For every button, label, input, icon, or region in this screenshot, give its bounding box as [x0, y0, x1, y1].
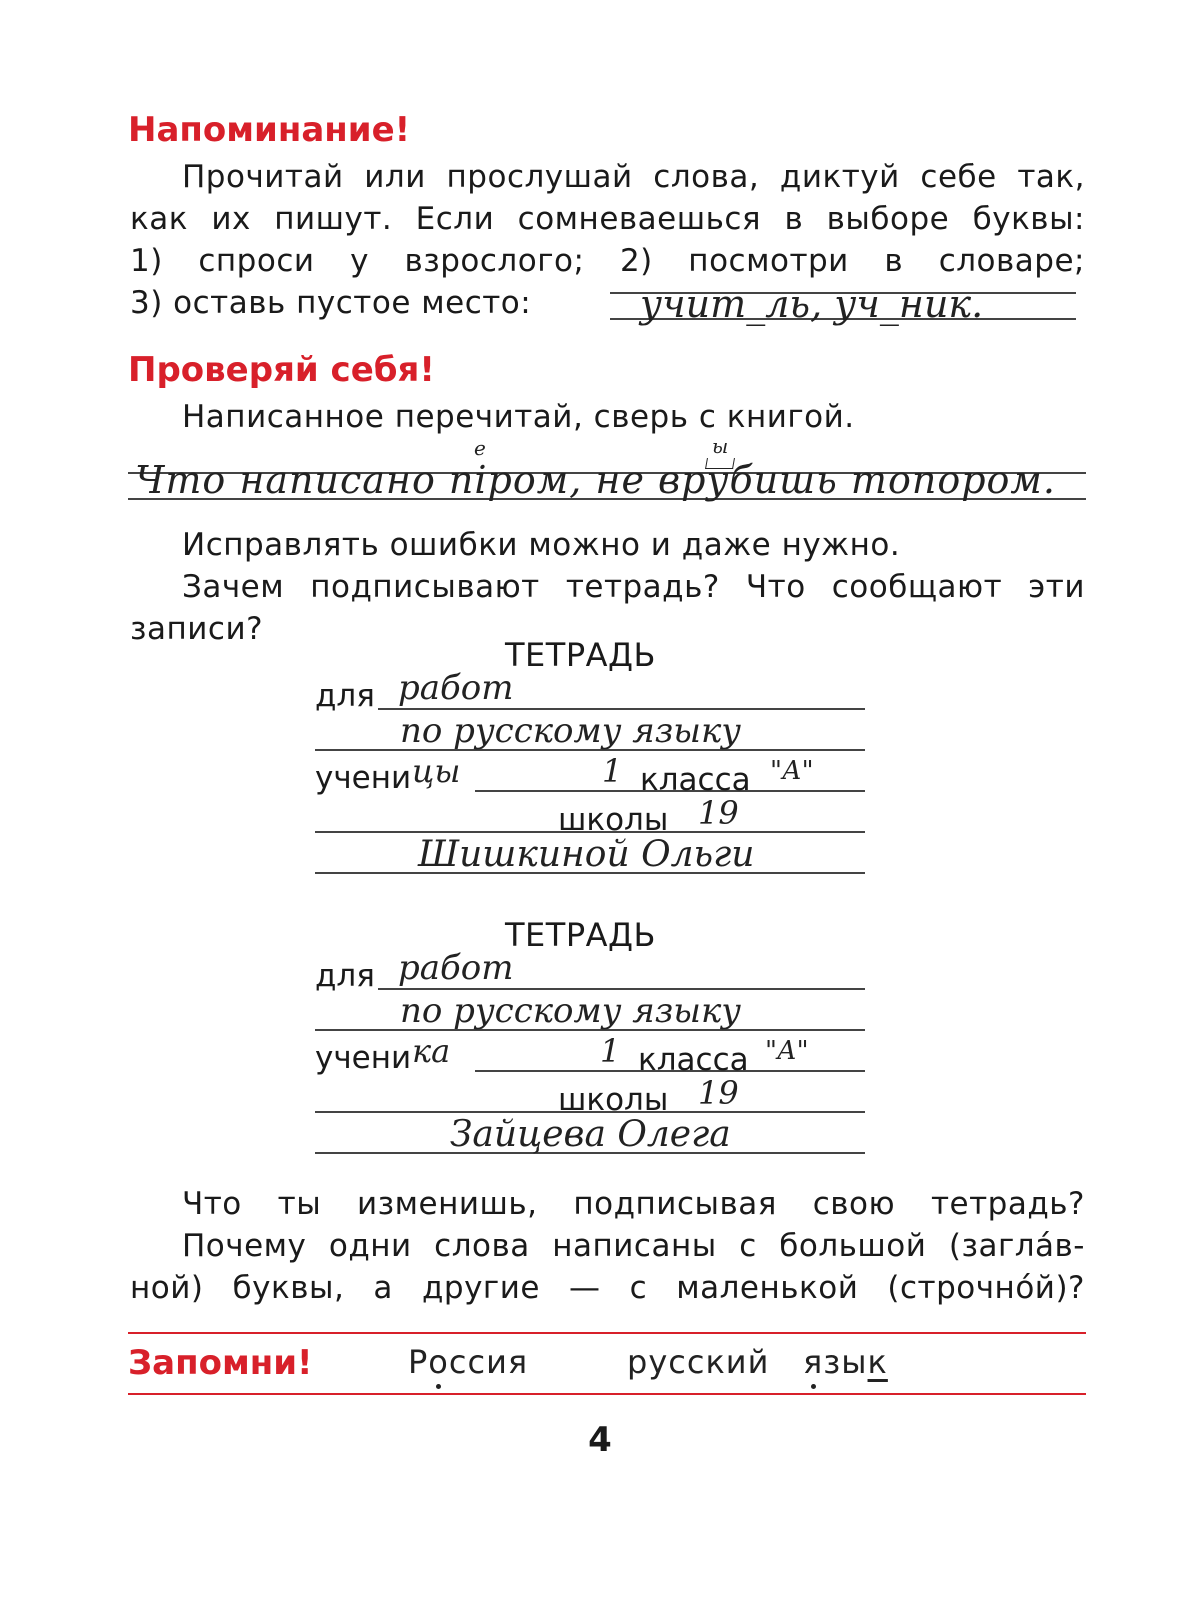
- school-label: школы: [558, 802, 669, 838]
- remember-top-rule: [128, 1332, 1086, 1334]
- for-value: работ: [398, 668, 514, 708]
- school-label: школы: [558, 1082, 669, 1118]
- closing-line-1: Что ты изменишь, подписывая свою тетрадь?: [182, 1186, 1085, 1222]
- subject-value: по русскому языку: [400, 991, 742, 1031]
- word-part: Р: [408, 1343, 429, 1381]
- selfcheck-paragraph: [130, 524, 1085, 650]
- grade-value: 1: [600, 1032, 621, 1070]
- class-label: класса: [640, 762, 751, 798]
- pupil-name: Шишкиной Ольги: [418, 834, 755, 875]
- for-label: для: [315, 678, 375, 714]
- word-part: ру: [627, 1343, 669, 1381]
- school-value: 19: [698, 794, 739, 832]
- correction-letter-y: ы: [712, 434, 729, 458]
- reminder-line-1: Прочитай или прослушай слова, диктуй себе так,: [182, 159, 1085, 195]
- remember-bottom-rule: [128, 1393, 1086, 1395]
- word-part-underlined: к: [867, 1343, 888, 1381]
- notebook-title: ТЕТРАДЬ: [505, 916, 656, 954]
- word-part: кий: [705, 1343, 770, 1381]
- class-label: класса: [638, 1042, 749, 1078]
- selfcheck-instruction: [130, 396, 1085, 438]
- page-number: 4: [588, 1420, 612, 1460]
- word-part-marked: я: [803, 1343, 824, 1381]
- pupil-label: учени: [315, 760, 412, 796]
- class-letter: "А": [770, 756, 814, 786]
- pupil-ending: цы: [412, 752, 461, 790]
- grade-value: 1: [602, 752, 623, 790]
- closing-line-2: Почему одни слова написаны с большой (заглáв-: [182, 1228, 1085, 1264]
- writing-line: [378, 708, 865, 710]
- word-part: зы: [823, 1343, 868, 1381]
- word-part: ия: [486, 1343, 529, 1381]
- school-value: 19: [698, 1074, 739, 1112]
- reminder-line-3: 1) спроси у взрослого; 2) посмотри в словаре;: [130, 243, 1085, 279]
- correction-mark: [705, 458, 735, 469]
- word-part: сс: [668, 1343, 706, 1381]
- pupil-name: Зайцева Олега: [450, 1114, 731, 1155]
- question-line-2: записи?: [130, 611, 264, 647]
- handwritten-example: учит_ль, уч_ник.: [640, 282, 984, 326]
- vocab-word-russkiy: [627, 1343, 769, 1381]
- note-line: Исправлять ошибки можно и даже нужно.: [182, 527, 901, 563]
- closing-paragraph: [130, 1183, 1085, 1309]
- class-letter: "А": [765, 1036, 809, 1066]
- reminder-line-2: как их пишут. Если сомневаешься в выборе буквы:: [130, 201, 1085, 237]
- pupil-label: учени: [315, 1040, 412, 1076]
- for-label: для: [315, 958, 375, 994]
- pupil-ending: ка: [412, 1032, 451, 1070]
- vocab-word-rossiya: [408, 1343, 528, 1381]
- word-part-marked: о: [428, 1343, 449, 1381]
- reminder-heading: Напоминание!: [128, 110, 411, 150]
- word-part: сс: [448, 1343, 487, 1381]
- vocab-word-yazyk: [803, 1343, 888, 1381]
- for-value: работ: [398, 948, 514, 988]
- handwritten-proverb: Что написано пiром, не врубишь топором.: [135, 458, 1056, 502]
- writing-line: [378, 988, 865, 990]
- correction-letter-e: е: [474, 436, 486, 460]
- selfcheck-instruction-text: Написанное перечитай, сверь с книгой.: [182, 399, 855, 435]
- notebook-title: ТЕТРАДЬ: [505, 636, 656, 674]
- reminder-line-4: 3) оставь пустое место:: [130, 285, 532, 321]
- closing-line-3: ной) буквы, а другие — с маленькой (строчнóй)?: [130, 1270, 1085, 1306]
- remember-heading: Запомни!: [128, 1343, 313, 1383]
- question-line-1: Зачем подписывают тетрадь? Что сообщают эти: [182, 569, 1085, 605]
- subject-value: по русскому языку: [400, 711, 742, 751]
- selfcheck-heading: Проверяй себя!: [128, 350, 435, 390]
